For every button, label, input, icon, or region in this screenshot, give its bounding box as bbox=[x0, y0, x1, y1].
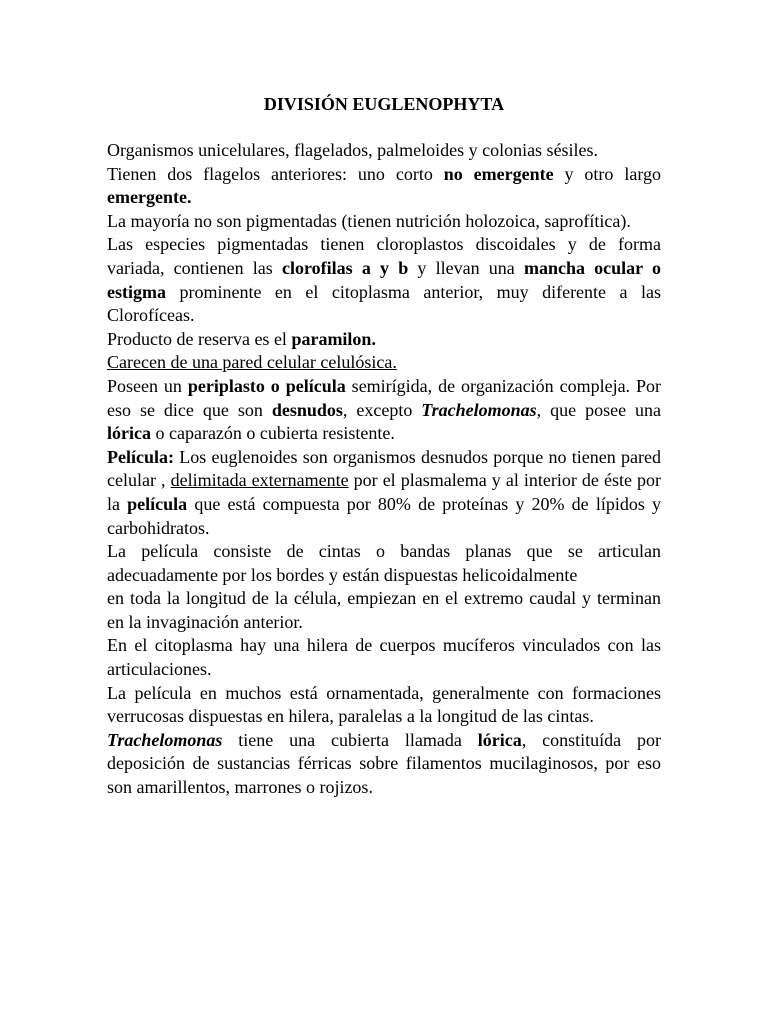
text: , que posee una bbox=[536, 399, 662, 420]
bold-italic-text: Trachelomonas bbox=[421, 399, 537, 420]
text: , constituída por deposición de sustancias férricas sobre filamentos mucilaginosos, por eso son amarillentos, marrones o rojizos. bbox=[107, 729, 662, 798]
bold-text: periplasto o película bbox=[187, 375, 346, 396]
text: La película en muchos está ornamentada, generalmente con formaciones verrucosas dispuestas en hilera, paralelas a la longitud de las cintas. bbox=[107, 682, 661, 727]
text: Los euglenoides son organismos desnudos porque no tienen pared celular , bbox=[107, 446, 661, 491]
text: semirígida, de organización compleja. Por eso se dice que son bbox=[107, 375, 661, 420]
bold-text: Película: bbox=[107, 446, 174, 467]
bold-text: desnudos bbox=[271, 399, 343, 420]
text: prominente en el citoplasma anterior, muy diferente a las Clorofíceas. bbox=[107, 281, 661, 326]
paragraph-ornamentada bbox=[107, 682, 661, 729]
paragraph-citoplasma bbox=[107, 634, 661, 681]
paragraph-cintas-1 bbox=[107, 540, 661, 587]
bold-text: no emergente bbox=[443, 163, 554, 184]
text: , excepto bbox=[342, 399, 422, 420]
bold-text: paramilon. bbox=[291, 328, 376, 349]
text: por el plasmalema y al interior de éste por la bbox=[107, 470, 662, 514]
paragraph-trachelomonas bbox=[107, 729, 661, 800]
text: Tienen dos flagelos anteriores: uno corto bbox=[107, 163, 444, 184]
text: Producto de reserva es el bbox=[107, 328, 292, 349]
paragraph-nutricion bbox=[107, 210, 661, 234]
paragraph-cintas-2 bbox=[107, 587, 661, 634]
underlined-text: Carecen de una pared celular celulósica. bbox=[107, 352, 397, 373]
text: Organismos unicelulares, flagelados, palmeloides y colonias sésiles. bbox=[107, 140, 599, 160]
bold-text: clorofilas a y b bbox=[282, 257, 409, 278]
text: y llevan una bbox=[408, 257, 524, 278]
paragraph-pared bbox=[107, 351, 661, 375]
paragraph-intro bbox=[107, 139, 661, 163]
text: Poseen un bbox=[107, 375, 188, 396]
text: La mayoría no son pigmentadas (tienen nutrición holozoica, saprofítica). bbox=[107, 210, 631, 231]
text: tiene una cubierta llamada bbox=[222, 729, 478, 750]
text: o caparazón o cubierta resistente. bbox=[150, 423, 395, 444]
paragraph-flagelos bbox=[107, 163, 661, 210]
text: que está compuesta por 80% de proteínas y 20% de lípidos y carbohidratos. bbox=[107, 493, 661, 538]
bold-text: mancha ocular o estigma bbox=[107, 257, 661, 302]
paragraph-periplasto bbox=[107, 375, 661, 446]
bold-text: lórica bbox=[477, 729, 522, 750]
text: La película consiste de cintas o bandas planas que se articulan adecuadamente por los bordes y están dispuestas helicoidalmente bbox=[107, 541, 661, 585]
bold-italic-text: Trachelomonas bbox=[107, 729, 223, 750]
bold-text: emergente. bbox=[107, 187, 192, 208]
text: y otro largo bbox=[553, 163, 661, 184]
text: en toda la longitud de la célula, empiezan en el extremo caudal y terminan en la invaginación anterior. bbox=[107, 588, 661, 632]
document-page bbox=[107, 91, 661, 800]
underlined-text: delimitada externamente bbox=[170, 470, 349, 491]
bold-text: lórica bbox=[107, 423, 151, 444]
paragraph-reserva bbox=[107, 328, 661, 352]
bold-text: película bbox=[127, 493, 188, 514]
paragraph-pelicula bbox=[107, 446, 661, 540]
text: Las especies pigmentadas tienen cloroplastos discoidales y de forma variada, contienen las bbox=[107, 234, 661, 278]
text: En el citoplasma hay una hilera de cuerpos mucíferos vinculados con las articulaciones. bbox=[107, 635, 661, 680]
paragraph-pigmentadas bbox=[107, 233, 661, 327]
document-title: DIVISIÓN EUGLENOPHYTA bbox=[263, 94, 505, 114]
